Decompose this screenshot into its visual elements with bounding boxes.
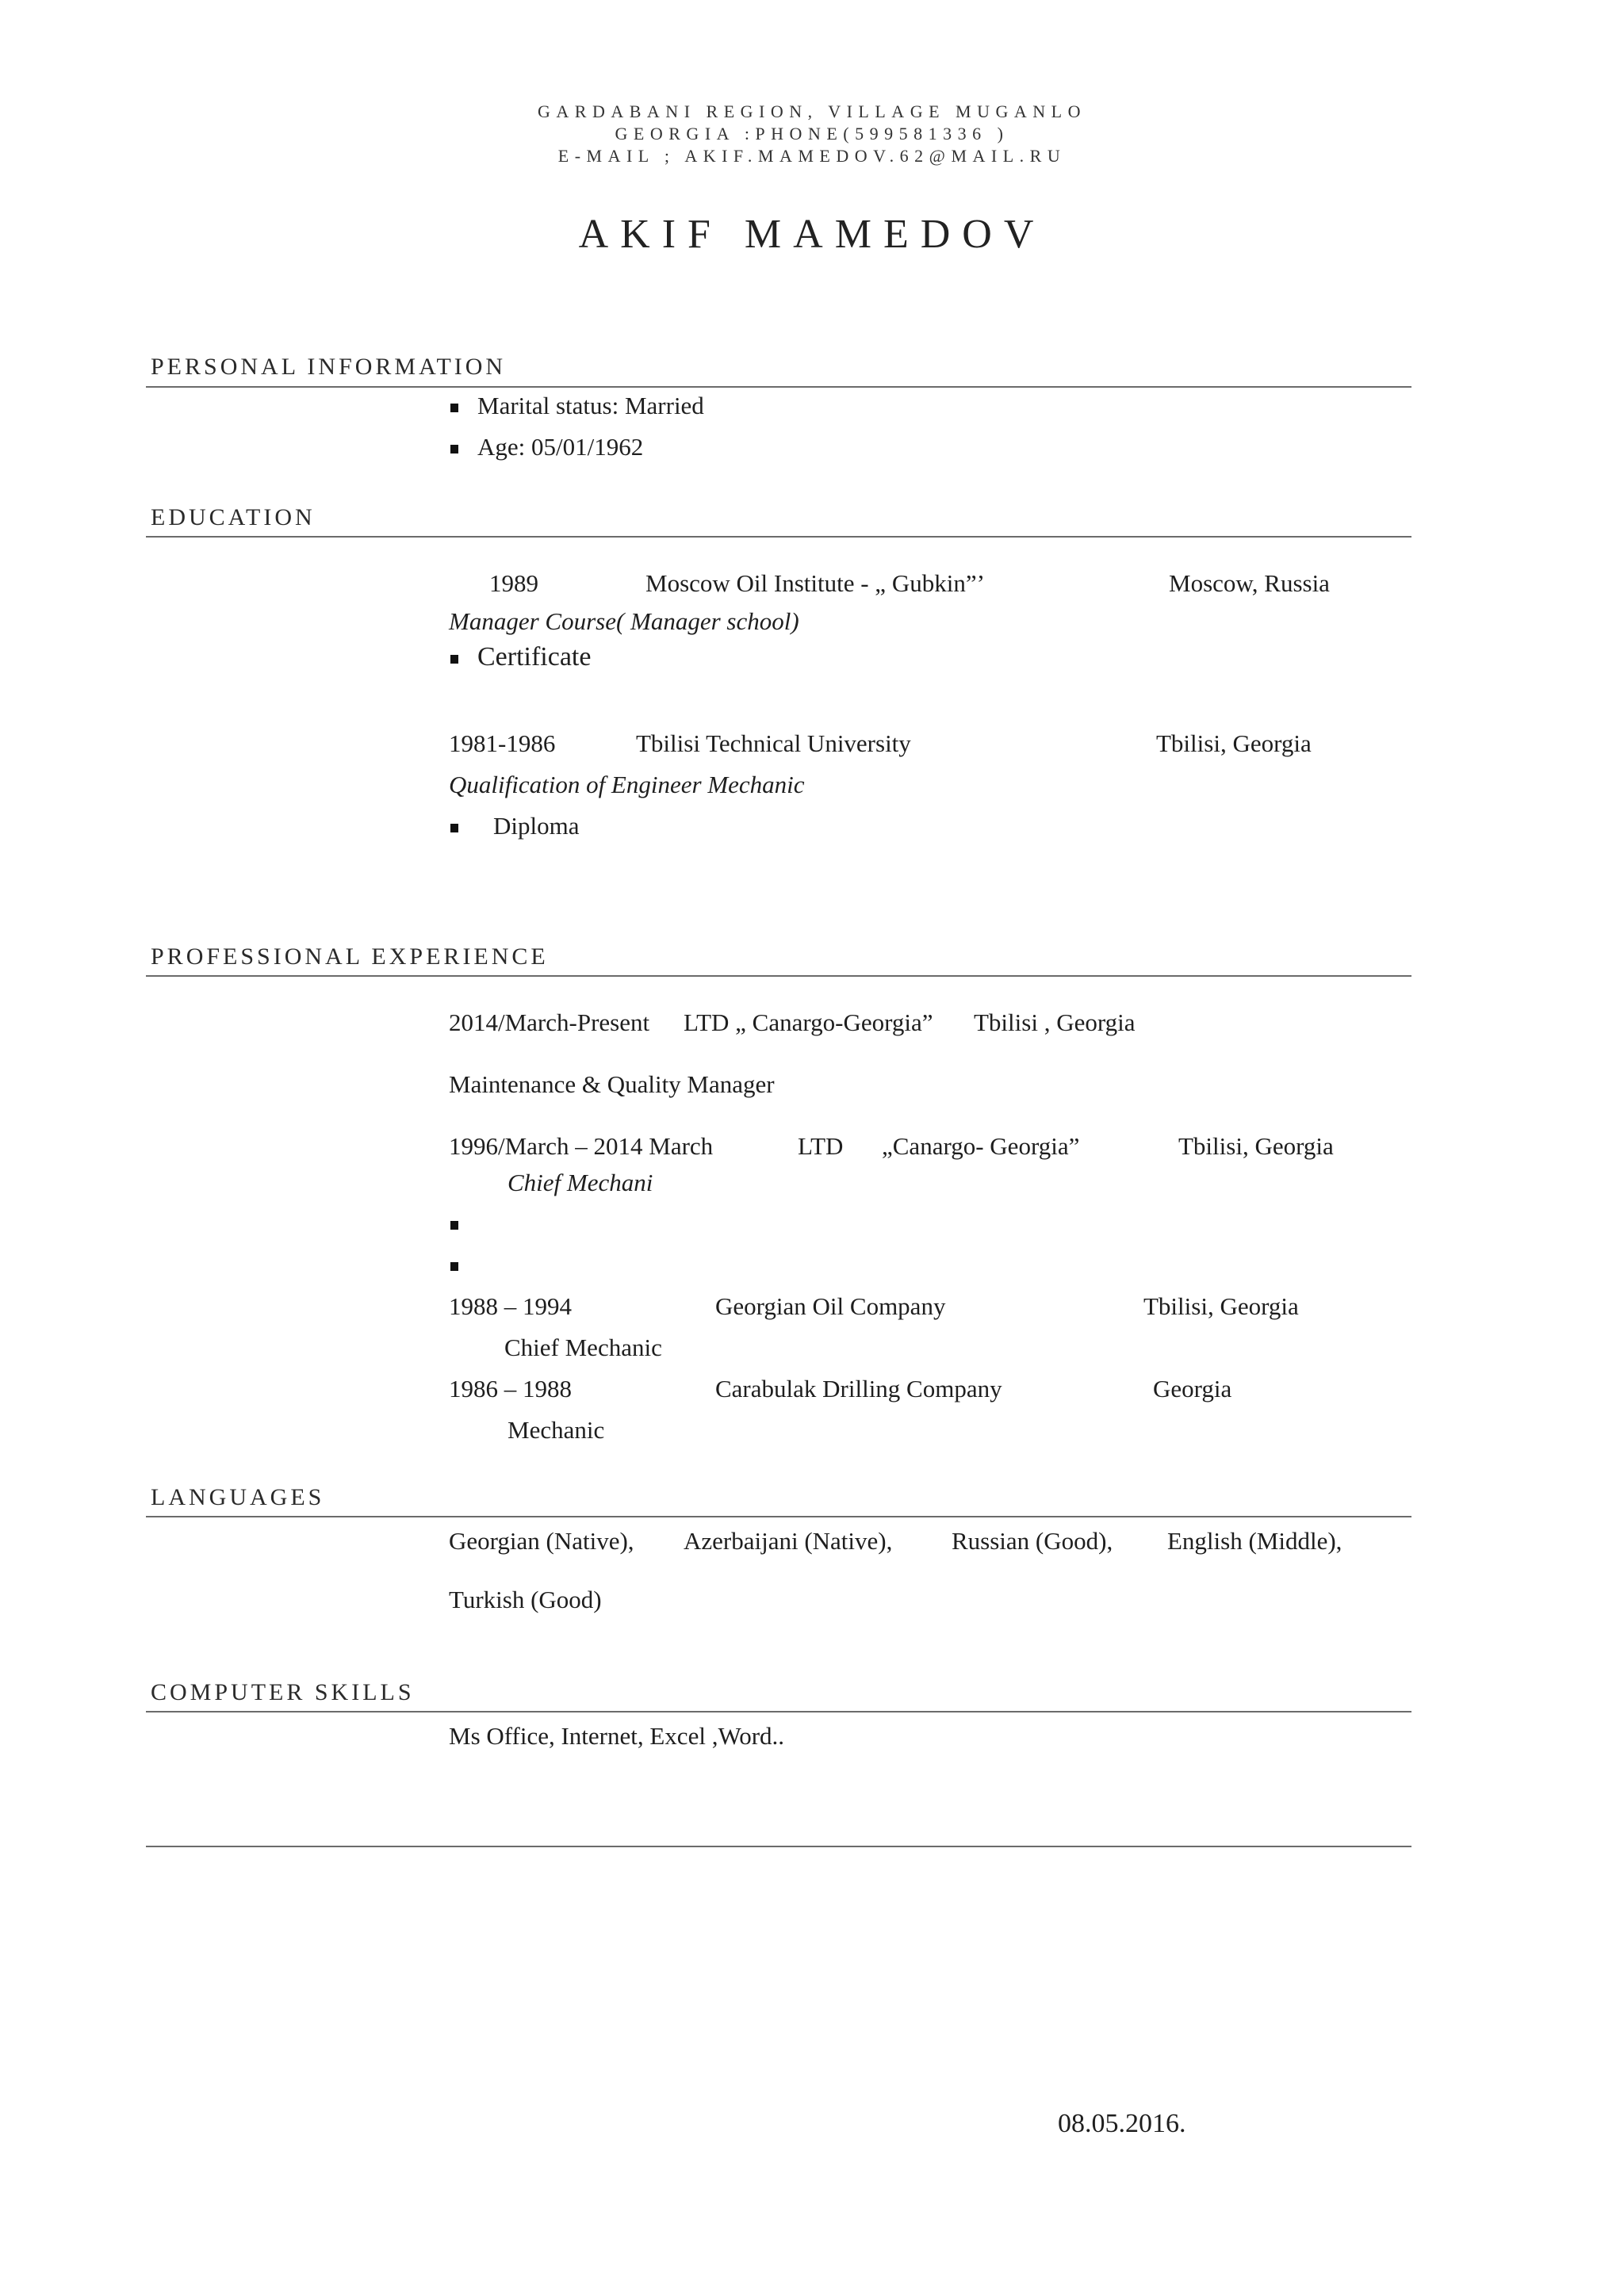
section-title-languages: LANGUAGES bbox=[151, 1484, 325, 1510]
edu-year: 1989 bbox=[489, 569, 538, 597]
job-company: Georgian Oil Company bbox=[715, 1292, 946, 1320]
list-item: Certificate bbox=[450, 642, 591, 672]
job-company: LTD bbox=[798, 1132, 844, 1160]
language-item: English (Middle), bbox=[1167, 1527, 1342, 1555]
language-item: Russian (Good), bbox=[952, 1527, 1113, 1555]
job-date: 2014/March-Present bbox=[449, 1008, 650, 1036]
job-location: Georgia bbox=[1153, 1375, 1232, 1402]
bullet-icon bbox=[450, 445, 458, 453]
job-company: Carabulak Drilling Company bbox=[715, 1375, 1002, 1402]
phone-line: GEORGIA :PHONE(599581336 ) bbox=[615, 124, 1009, 144]
section-title-personal: PERSONAL INFORMATION bbox=[151, 354, 507, 380]
job-role: Chief Mechanic bbox=[504, 1334, 662, 1361]
person-name: AKIF MAMEDOV bbox=[578, 212, 1046, 257]
job-location: Tbilisi, Georgia bbox=[1178, 1132, 1334, 1160]
section-title-experience: PROFESSIONAL EXPERIENCE bbox=[151, 943, 549, 970]
job-company: „Canargo- Georgia” bbox=[882, 1132, 1080, 1160]
job-date: 1988 – 1994 bbox=[449, 1292, 572, 1320]
section-divider bbox=[146, 536, 1411, 538]
list-item: Diploma bbox=[450, 812, 580, 840]
bullet-icon bbox=[450, 655, 458, 664]
edu-course: Qualification of Engineer Mechanic bbox=[449, 771, 805, 798]
language-item: Azerbaijani (Native), bbox=[684, 1527, 893, 1555]
bullet-icon bbox=[450, 824, 458, 832]
bullet-icon bbox=[450, 1218, 458, 1232]
language-item: Turkish (Good) bbox=[449, 1586, 602, 1613]
job-role: Mechanic bbox=[508, 1416, 605, 1444]
edu-course: Manager Course( Manager school) bbox=[449, 607, 799, 635]
job-date: 1996/March – 2014 March bbox=[449, 1132, 714, 1160]
section-title-education: EDUCATION bbox=[151, 504, 316, 530]
edu-year: 1981-1986 bbox=[449, 729, 556, 757]
job-role: Maintenance & Quality Manager bbox=[449, 1070, 775, 1098]
edu-institution: Tbilisi Technical University bbox=[636, 729, 911, 757]
list-item: Age: 05/01/1962 bbox=[450, 433, 643, 461]
job-location: Tbilisi , Georgia bbox=[974, 1008, 1136, 1036]
edu-institution: Moscow Oil Institute - „ Gubkin”’ bbox=[645, 569, 985, 597]
email-line: E-MAIL ; AKIF.MAMEDOV.62@MAIL.RU bbox=[557, 146, 1067, 166]
bullet-icon bbox=[450, 1259, 458, 1273]
job-location: Tbilisi, Georgia bbox=[1143, 1292, 1299, 1320]
bullet-icon bbox=[450, 404, 458, 412]
edu-location: Moscow, Russia bbox=[1169, 569, 1330, 597]
bottom-divider bbox=[146, 1846, 1411, 1847]
computer-skills-text: Ms Office, Internet, Excel ,Word.. bbox=[449, 1722, 785, 1750]
edu-location: Tbilisi, Georgia bbox=[1156, 729, 1312, 757]
address-line: GARDABANI REGION, VILLAGE MUGANLO bbox=[538, 101, 1086, 121]
list-item: Marital status: Married bbox=[450, 392, 704, 420]
job-company: LTD „ Canargo-Georgia” bbox=[684, 1008, 933, 1036]
job-role: Chief Mechani bbox=[508, 1169, 653, 1196]
section-divider bbox=[146, 386, 1411, 388]
section-title-computer-skills: COMPUTER SKILLS bbox=[151, 1679, 415, 1705]
section-divider bbox=[146, 1711, 1411, 1712]
job-date: 1986 – 1988 bbox=[449, 1375, 572, 1402]
document-date: 08.05.2016. bbox=[1058, 2109, 1186, 2138]
language-item: Georgian (Native), bbox=[449, 1527, 634, 1555]
section-divider bbox=[146, 1516, 1411, 1517]
section-divider bbox=[146, 975, 1411, 977]
